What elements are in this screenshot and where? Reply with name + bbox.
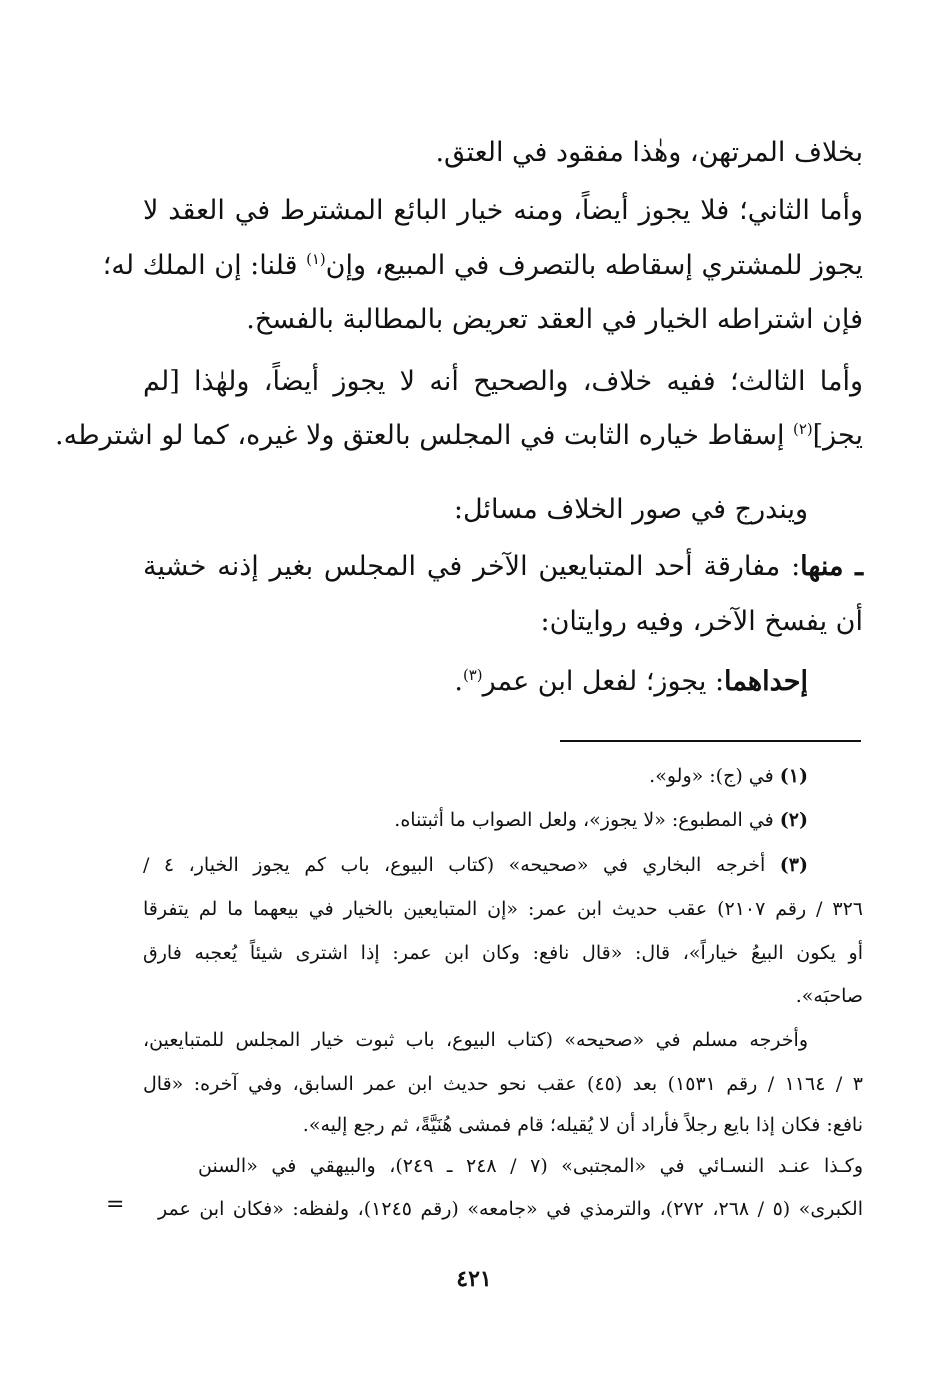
footnote-3-line-2-text: ٣٢٦ / رقم ٢١٠٧) عقب حديث ابن عمر: «إن المتبايعين بالخيار في بيعهما ما لم يتفرقا <box>143 898 863 920</box>
footnote-1-number: (١) <box>779 765 808 787</box>
footnote-3-line-4-text: صاحبَه». <box>795 985 863 1007</box>
main-text-line-1-text: بخلاف المرتهن، وهٰذا مفقود في العتق. <box>435 137 863 168</box>
main-text-line-2-text: وأما الثاني؛ فلا يجوز أيضاً، ومنه خيار البائع المشترط في العقد لا <box>143 195 863 226</box>
footnote-ref-1[interactable]: (١) <box>306 250 326 268</box>
footnote-3-line-1-text: أخرجه البخاري في «صحيحه» (كتاب البيوع، باب كم يجوز الخيار، ٤ / <box>143 854 780 876</box>
footnote-3-line-6-text: ٣ / ١١٦٤ / رقم ١٥٣١) بعد (٤٥) عقب نحو حديث ابن عمر السابق، وفي آخره: «قال <box>143 1073 863 1095</box>
main-text-line-3 <box>102 246 863 286</box>
continuation-mark: = <box>106 1192 125 1217</box>
main-text-line-3-end: قلنا: إن الملك له؛ <box>102 250 307 281</box>
footnote-3-line-4 <box>663 980 863 1012</box>
page-number: ٤٢١ <box>456 1266 492 1292</box>
footnote-3-line-7 <box>143 1109 863 1141</box>
main-text-line-4-text: فإن اشتراطه الخيار في العقد تعريض بالمطالبة بالفسخ. <box>246 304 863 335</box>
footnote-3-line-5-text: وأخرجه مسلم في «صحيحه» (كتاب البيوع، باب ثبوت خيار المجلس للمتبايعين، <box>143 1029 808 1051</box>
main-text-line-5 <box>143 362 863 402</box>
footnote-1-text: في (ج): «ولو». <box>649 765 780 787</box>
footnote-3-number: (٣) <box>779 854 808 876</box>
footnote-3-line-2 <box>143 893 863 925</box>
footnote-3-line-9-text: الكبرى» (٥ / ٢٦٨، ٢٧٢)، والترمذي في «جامعه» (رقم ١٢٤٥)، ولفظه: «فكان ابن عمر <box>158 1198 863 1220</box>
footnote-2-text: في المطبوع: «لا يجوز»، ولعل الصواب ما أثبتناه. <box>394 809 780 831</box>
main-text-line-8-label: ـ منها <box>800 551 863 582</box>
footnote-3-line-1 <box>143 849 808 881</box>
main-text-line-3-start: يجوز للمشتري إسقاطه بالتصرف في المبيع، وإن <box>325 250 863 281</box>
main-text-line-10 <box>388 662 808 702</box>
main-text-line-6-start: يجز] <box>812 420 863 451</box>
main-text-line-5-text: وأما الثالث؛ ففيه خلاف، والصحيح أنه لا يجوز أيضاً، ولهٰذا [لم <box>143 366 863 397</box>
main-text-line-10-text: : يجوز؛ لفعل ابن عمر <box>482 666 725 697</box>
footnote-3-line-3-text: أو يكون البيعُ خياراً»، قال: «قال نافع: وكان ابن عمر: إذا اشترى شيئاً يُعجبه فارق <box>143 942 863 964</box>
main-text-line-6-end: إسقاط خياره الثابت في المجلس بالعتق ولا غيره، كما لو اشترطه. <box>55 420 794 451</box>
main-text-line-10-label: إحداهما <box>724 666 808 697</box>
footnote-3-line-7-text: نافع: فكان إذا بايع رجلاً فأراد أن لا يُقيله؛ قام فمشى هُنَيَّةً، ثم رجع إليه». <box>302 1114 863 1136</box>
footnote-3-line-8-text: وكـذا عنـد النسـائي في «المجتبى» (٧ / ٢٤٨ ـ ٢٤٩)، والبيهقي في «السنن <box>198 1155 863 1177</box>
main-text-line-7-text: ويندرج في صور الخلاف مسائل: <box>453 494 808 525</box>
footnote-2-number: (٢) <box>779 809 808 831</box>
main-text-line-8-text: : مفارقة أحد المتبايعين الآخر في المجلس بغير إذنه خشية <box>143 551 801 582</box>
footnote-1 <box>388 760 808 792</box>
footnote-3-line-8 <box>198 1150 863 1182</box>
main-text-line-6 <box>55 416 863 456</box>
footnote-ref-2[interactable]: (٢) <box>793 420 813 438</box>
footnote-separator <box>560 740 861 742</box>
footnote-ref-3[interactable]: (٣) <box>462 666 483 684</box>
main-text-line-9 <box>463 602 863 642</box>
footnote-3-line-5 <box>143 1024 808 1056</box>
main-text-line-2 <box>143 191 863 231</box>
main-text-line-7 <box>428 490 808 530</box>
main-text-line-10-end: . <box>454 666 463 697</box>
footnote-3-line-3 <box>143 937 863 969</box>
main-text-line-8 <box>143 547 863 587</box>
main-text-line-1 <box>435 133 863 173</box>
main-text-line-9-text: أن يفسخ الآخر، وفيه روايتان: <box>540 606 863 637</box>
footnote-3-line-6 <box>143 1068 863 1100</box>
main-text-line-4 <box>246 300 863 340</box>
footnote-3-line-9 <box>158 1193 863 1225</box>
footnote-2 <box>208 804 808 836</box>
